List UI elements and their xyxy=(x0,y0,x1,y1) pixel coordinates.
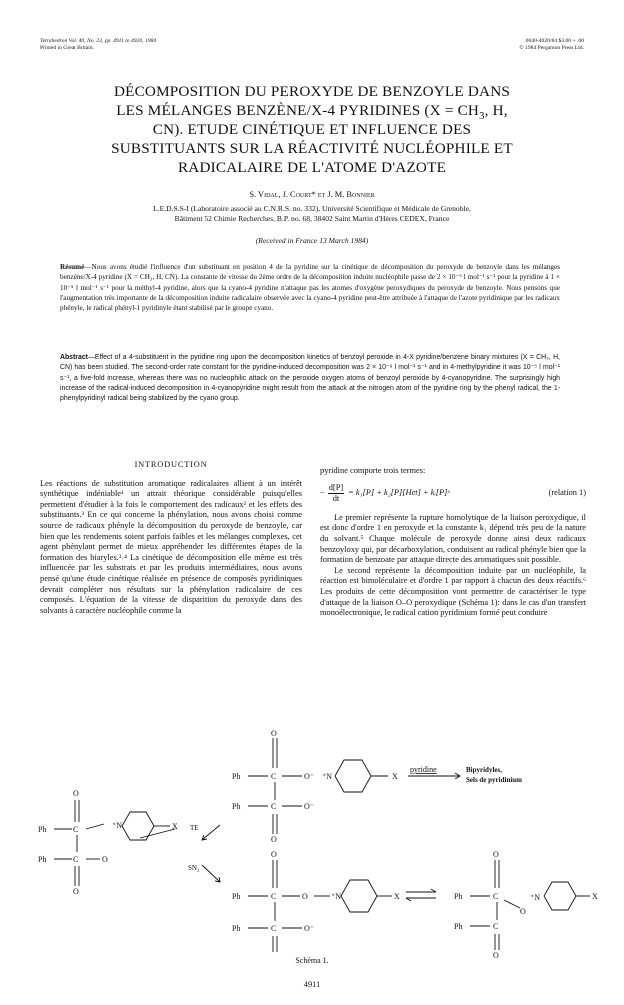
affiliation-line-1: L.E.D.S.S-I (Laboratoire associé au C.N.R.S. no. 332), Université Scientifique et Médicale de Grenoble, xyxy=(153,204,471,213)
abstract xyxy=(60,353,560,404)
title-line-4: SUBSTITUANTS SUR LA RÉACTIVITÉ NUCLÉOPHILE ET xyxy=(111,140,513,157)
equation-numerator: d[P] xyxy=(328,483,344,495)
reaction-scheme xyxy=(0,729,624,960)
scheme-product-1: Bipyridyles, xyxy=(466,766,502,774)
scheme-ph-3: Ph xyxy=(38,825,47,834)
journal-line: Tetrahedron Vol. 40, No. 23, pp. 4911 to 4920, 1984 xyxy=(40,38,157,44)
scheme-ph-6: Ph xyxy=(232,924,241,933)
scheme-c-3: C xyxy=(73,825,79,834)
scheme-c-2: C xyxy=(271,802,277,811)
section-heading: INTRODUCTION xyxy=(134,460,208,469)
page-number: 4911 xyxy=(303,980,321,989)
scheme-x-2: X xyxy=(172,822,178,831)
scheme-pyridine-label: pyridine xyxy=(410,765,437,774)
equation-label: (relation 1) xyxy=(548,488,586,498)
scheme-o-minus-1: O⁻ xyxy=(304,772,314,781)
intro-paragraph-4: Le second représente la décomposition induite par un nucléophile, la réaction est bimoléculaire et d'ordre 1 par rapport à chacun des deux réactifs.⁶ Les produits de cette décomposition vont permettre de caractériser le type d'attaque de la liaison O–O peroxydique (Schéma 1): dans le cas d'un transfert monoélectronique, le radical cation pyridinium formé peut conduire xyxy=(320,565,586,618)
scheme-c-7: C xyxy=(493,892,499,901)
abstract-label: Abstract xyxy=(60,354,88,361)
scheme-ph-5: Ph xyxy=(232,892,241,901)
scheme-o-2: O xyxy=(271,835,277,844)
scheme-o-4: O xyxy=(102,855,108,864)
scheme-product-2: Sels de pyridinium xyxy=(466,776,523,784)
scheme-o-9: O xyxy=(520,907,526,916)
affiliation xyxy=(60,204,564,224)
scheme-o-7: O xyxy=(302,892,308,901)
paper-title xyxy=(40,82,584,177)
resume xyxy=(60,262,560,313)
intro-paragraph-3: Le premier représente la rupture homolytique de la liaison peroxydique, il est donc d'ordre 1 en peroxyde et la constante k₁ dépend très peu de la nature du solvant.⁵ Chaque molécule de peroxyde donne ainsi deux radicaux benzoyloxy qui, par décarboxylation, conduisent au radical phényle bien que la formation de benzoate par attaque directe des aromatiques soit possible. xyxy=(320,512,586,565)
scheme-o-8: O xyxy=(493,850,499,859)
copyright-line: © 1984 Pergamon Press Ltd. xyxy=(519,45,584,51)
equation-rhs: = k₁[P] + k₂[P][Het] + kᵢ[P]ˣ xyxy=(348,488,450,498)
received-date: (Received in France 13 March 1984) xyxy=(255,236,369,245)
scheme-ph-2: Ph xyxy=(232,802,241,811)
scheme-o-minus-2: O⁻ xyxy=(304,802,314,811)
printed-line: Printed in Great Britain. xyxy=(40,45,95,51)
right-column xyxy=(320,466,586,619)
intro-paragraph-2: pyridine comporte trois termes: xyxy=(320,466,426,475)
scheme-o-3: O xyxy=(73,789,79,798)
scheme-ph-4: Ph xyxy=(38,855,47,864)
scheme-c-5: C xyxy=(271,892,277,901)
resume-text: —Nous avons étudié l'influence d'un substituant en position 4 de la pyridine sur la cinétique de décomposition du peroxyde de benzoyle dans les mélanges benzène/X-4 pyridine (X = CH₃, H, CN). La constante de vitesse du 2ème ordre de la décomposition induite nucléophile passe de 2 × 10⁻⁶ l mol⁻¹ s⁻¹ pour la pyridine à 1 × 10⁻⁵ l mol⁻¹ s⁻¹ pour la méthyl-4 pyridine, alors que la cyano-4 pyridine n'attaque pas les atomes d'oxygène peroxydiques du peroxyde de benzoyle. Nous pensons que l'augmentation très importante de la décomposition induite radicalaire observée avec la cyano-4 pyridine peut-être attribuée à l'attaque de l'azote pyridinique par les radicaux phényle, le radical phényl-1 pyridinyle étant stabilisé par le groupe cyano. xyxy=(60,263,560,313)
resume-label: Résumé xyxy=(60,263,85,271)
affiliation-line-2: Bâtiment 52 Chimie Recherches, B.P. no. 68, 38402 Saint Martin d'Hères CEDEX, France xyxy=(174,214,450,223)
title-line-2: LES MÉLANGES BENZÈNE/X-4 PYRIDINES ($X = CH_3$, H, xyxy=(116,102,508,123)
scheme-c-8: C xyxy=(493,922,499,931)
scheme-sn2-label: SN₂ xyxy=(188,864,200,872)
price-line: 0040-4020/84 $3.00 + .00 xyxy=(525,38,584,44)
scheme-o-6: O xyxy=(271,850,277,859)
scheme-o-1: O xyxy=(271,729,277,738)
scheme-n-plus-2: ⁺N xyxy=(112,821,122,830)
scheme-o-5: O xyxy=(73,887,79,896)
scheme-x-1: X xyxy=(392,772,398,781)
scheme-ph-8: Ph xyxy=(454,922,463,931)
scheme-c-6: C xyxy=(271,924,277,933)
scheme-te-label: TE xyxy=(190,824,199,832)
journal-header xyxy=(40,38,156,52)
rate-equation: − $\frac{d[P]}{dt}$ = k₁[P] + k₂[P][Het] + kᵢ[P]ˣ (relation 1) xyxy=(320,482,586,504)
price-header xyxy=(519,38,584,52)
scheme-ph-1: Ph xyxy=(232,772,241,781)
scheme-o-minus-3: O⁻ xyxy=(304,924,314,933)
equation-denominator: dt xyxy=(332,494,340,504)
title-line-5: RADICALAIRE DE L'ATOME D'AZOTE xyxy=(177,159,447,176)
scheme-ph-7: Ph xyxy=(454,892,463,901)
left-column xyxy=(40,460,302,616)
scheme-x-4: X xyxy=(592,892,598,901)
title-line-1: DÉCOMPOSITION DU PEROXYDE DE BENZOYLE DANS xyxy=(113,83,511,100)
scheme-n-plus-4: ⁺N xyxy=(530,893,540,902)
title-line-3: CN). ETUDE CINÉTIQUE ET INFLUENCE DES xyxy=(152,121,472,138)
scheme-c-4: C xyxy=(73,855,79,864)
scheme-o-10: O xyxy=(493,951,499,960)
scheme-caption: Schéma 1. xyxy=(295,956,329,965)
scheme-n-plus-3: ⁺N xyxy=(331,892,341,901)
scheme-n-plus-1: ⁺N xyxy=(322,772,332,781)
authors: S. Vidal, J. Court* et J. M. Bonnier xyxy=(249,190,375,199)
scheme-c-1: C xyxy=(271,772,277,781)
abstract-text: —Effect of a 4-substituent in the pyridine ring upon the decomposition kinetics of benzoyl peroxide in 4-X pyridine/benzene binary mixtures (X = CH₃, H, CN) has been studied. The second-order rate constant for the pyridine-induced decomposition was 2 × 10⁻⁶ l mol⁻¹ s⁻¹ and in 4-methylpyridine it was 10⁻⁵ l mol⁻¹ s⁻¹, a five-fold increase, whereas there was no nucleophilic attack on the peroxide oxygen atoms of benzoyl peroxide by 4-cyanopyridine. The surprisingly high increase of the radical-induced decomposition in 4-cyanopyridine might result from the attack at the nitrogen atom of the pyridine ring by the phenyl radical, the 1-phenylpyridinyl radical being stabilized by the cyano group. xyxy=(60,354,560,403)
scheme-x-3: X xyxy=(394,892,400,901)
intro-paragraph-1: Les réactions de substitution aromatique radicalaires allient à un intérêt synthétique indéniable¹ un attrait théorique considérable puisqu'elles permettent d'étudier à la fois le comportement des radicaux² et les effets des substituants.³ En ce qui concerne la phénylation, nous avons choisi comme source de radicaux phényle la décomposition du peroxyde de benzoyle, car bien que les rendements soient parfois faibles et les mélanges complexes, cet agent phénylant permet de mieux appréhender les différentes étapes de la formation des biaryles.³˒⁴ La cinétique de décomposition elle même est très influencée par les substrats et par les produits intermédiaires, nous avons pensé qu'une étude cinétique réalisée en présence de composés pyridiniques devrait compléter nos résultats sur la phénylation radicalaire de ces composés. L'équation de la vitesse de disparition du peroxyde dans des solvants à caractère nucléophile comme la xyxy=(40,478,302,615)
